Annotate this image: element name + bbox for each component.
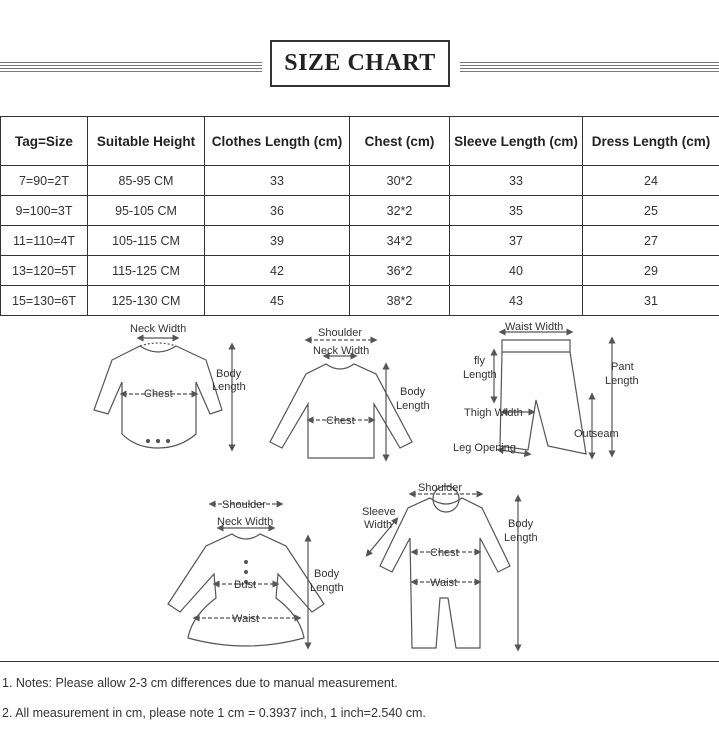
cell-clothes-length: 45: [205, 286, 350, 316]
cell-clothes-length: 42: [205, 256, 350, 286]
pants-fly-label: fly: [474, 355, 485, 367]
cell-chest: 34*2: [350, 226, 450, 256]
top-length-label: Length: [396, 400, 430, 412]
header-dress-length: Dress Length (cm): [583, 117, 719, 166]
table-row: [1, 286, 719, 316]
header-chest: Chest (cm): [350, 117, 450, 166]
cell-suitable-height: 125-130 CM: [88, 286, 205, 316]
cell-chest: 30*2: [350, 166, 450, 196]
header-suitable-height: Suitable Height: [88, 117, 205, 166]
cell-tag-size: 11=110=4T: [1, 226, 88, 256]
top-shoulder-label: Shoulder: [318, 327, 363, 339]
cell-suitable-height: 85-95 CM: [88, 166, 205, 196]
top-diagram: [270, 340, 412, 458]
cell-sleeve-length: 35: [450, 196, 583, 226]
romper-waist-label: Waist: [430, 577, 458, 589]
romper-shoulder-label: Shoulder: [418, 482, 463, 494]
pants-pant-length-label: Length: [605, 375, 639, 387]
cell-tag-size: 9=100=3T: [1, 196, 88, 226]
cell-dress-length: 25: [583, 196, 719, 226]
cell-chest: 32*2: [350, 196, 450, 226]
romper-body-label: Body: [508, 518, 534, 530]
cell-chest: 36*2: [350, 256, 450, 286]
measurement-diagrams-svg: [0, 316, 719, 661]
cell-tag-size: 7=90=2T: [1, 166, 88, 196]
title-band: [0, 0, 719, 115]
table-row: [1, 196, 719, 226]
pants-leg-label: Leg Opening: [453, 442, 516, 454]
cell-clothes-length: 39: [205, 226, 350, 256]
pants-outseam-label: Outseam: [574, 428, 619, 440]
table-row: [1, 166, 719, 196]
table-row: [1, 226, 719, 256]
header-clothes-length: Clothes Length (cm): [205, 117, 350, 166]
dress-neck-label: Neck Width: [217, 516, 274, 528]
top-chest-label: Chest: [326, 415, 355, 427]
dress-body-label: Body: [314, 568, 340, 580]
pants-waist-label: Waist Width: [505, 321, 564, 333]
notes-divider: [0, 661, 719, 662]
cell-dress-length: 31: [583, 286, 719, 316]
cell-sleeve-length: 33: [450, 166, 583, 196]
cell-sleeve-length: 40: [450, 256, 583, 286]
pants-fly-length-label: Length: [463, 369, 497, 381]
romper-chest-label: Chest: [430, 547, 459, 559]
cell-dress-length: 29: [583, 256, 719, 286]
page-title: SIZE CHART: [270, 40, 450, 87]
romper-length-label: Length: [504, 532, 538, 544]
note-tolerance: 1. Notes: Please allow 2-3 cm differences due to manual measurement.: [2, 676, 398, 690]
cell-clothes-length: 33: [205, 166, 350, 196]
measurement-diagrams: [0, 316, 719, 661]
cell-sleeve-length: 37: [450, 226, 583, 256]
header-tag-size: Tag=Size: [1, 117, 88, 166]
size-table: [0, 116, 719, 316]
header-sleeve-length: Sleeve Length (cm): [450, 117, 583, 166]
cell-tag-size: 15=130=6T: [1, 286, 88, 316]
dress-shoulder-label: Shoulder: [222, 499, 267, 511]
cell-suitable-height: 105-115 CM: [88, 226, 205, 256]
note-conversion: 2. All measurement in cm, please note 1 cm = 0.3937 inch, 1 inch=2.540 cm.: [2, 706, 426, 720]
cell-dress-length: 24: [583, 166, 719, 196]
dress-bust-label: Bust: [234, 579, 257, 591]
bodysuit-neck-label: Neck Width: [130, 323, 187, 335]
cell-suitable-height: 115-125 CM: [88, 256, 205, 286]
table-header-row: [1, 117, 719, 166]
cell-dress-length: 27: [583, 226, 719, 256]
title-stripes-left: [0, 62, 262, 72]
cell-tag-size: 13=120=5T: [1, 256, 88, 286]
top-body-label: Body: [400, 386, 426, 398]
cell-suitable-height: 95-105 CM: [88, 196, 205, 226]
top-neck-label: Neck Width: [313, 345, 370, 357]
dress-waist-label: Waist: [232, 613, 260, 625]
bodysuit-body-label: Body: [216, 368, 242, 380]
pants-thigh-label: Thigh Width: [464, 407, 523, 419]
bodysuit-length-label: Length: [212, 381, 246, 393]
romper-sleeve-label: Sleeve: [362, 506, 396, 518]
cell-sleeve-length: 43: [450, 286, 583, 316]
romper-width-label: Width: [364, 519, 393, 531]
cell-chest: 38*2: [350, 286, 450, 316]
title-stripes-right: [460, 62, 719, 72]
dress-length-label: Length: [310, 582, 344, 594]
bodysuit-chest-label: Chest: [144, 388, 173, 400]
pants-pant-label: Pant: [611, 361, 634, 373]
table-row: [1, 256, 719, 286]
cell-clothes-length: 36: [205, 196, 350, 226]
